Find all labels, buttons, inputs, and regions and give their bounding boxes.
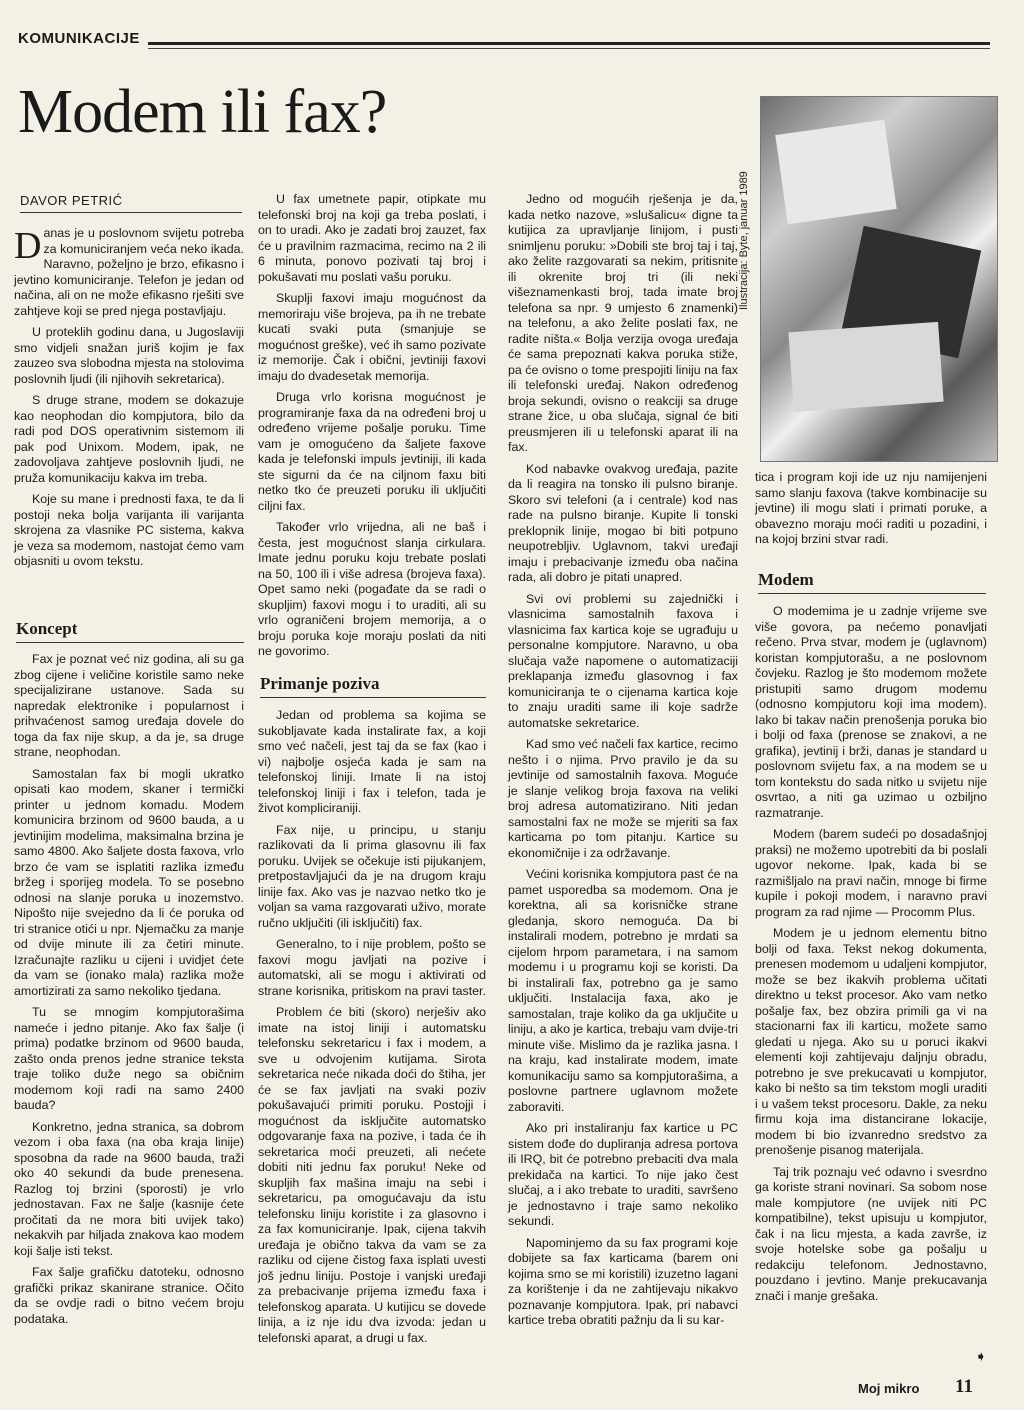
page-number: 11 [955,1376,973,1397]
column-4 [755,604,987,1310]
paragraph: Modem (barem sudeći po dosadašnjoj praksi) ne možemo upotrebiti da bi poslali ugovor nekome. Ipak, kada bi se razmišljalo na pravi način, mnoge bi firme kupile i pokoji modem, i naravno pravi program za rad njime — Procomm Plus. [755,827,987,919]
section-rule-thin [148,48,990,49]
drop-cap: D [14,225,42,267]
paragraph: Fax nije, u principu, u stanju razlikovati da li prima glasovnu ili fax poruku. Uvijek se očekuje isti pijukanjem, pretpostavljajući da je na drugom kraju linije fax. Ako vas je nazvao netko tko je voljan sa vama razgovarati uživo, morate ručno uključiti (ili isključiti) fax. [258,822,486,930]
column-2 [258,192,486,666]
column-2-lower [258,708,486,1352]
paragraph: Fax je poznat već niz godina, ali su ga zbog cijene i veličine koristile samo neke specijalizirane ustanove. Sada su napredak elektronike i popularnost i prihvaćenost samog uređaja dovele do toga da fax nije skup, a da je, sa druge strane, neophodan. [14,652,244,759]
paragraph: Fax šalje grafičku datoteku, odnosno grafički prikaz skanirane stranice. Očito da se ovdje radi o bitno većem broju podataka. [14,1265,244,1326]
paragraph: U proteklih godinu dana, u Jugoslaviji smo vidjeli snažan juriš kojim je fax zauzeo sva slobodna mjesta na stolovima poslovnih ljudi (ili njihovih sekretarica). [14,325,244,386]
paragraph: U fax umetnete papir, otipkate mu telefonski broj na koji ga treba poslati, i on to uradi. Ako je zadati broj zauzet, fax će u pravilnim razmacima, recimo na 2 ili 6 minuta, ponovo pozivati taj broj i pokušavati mu poslati vašu poruku. [258,192,486,284]
paragraph: Većini korisnika kompjutora past će na pamet usporedba sa modemom. Ona je korektna, ali sa korisničke strane gledanja, skoro nemoguća. Da bi instalirali modem, potrebno je mrdati sa cijelom hrpom parametara, i na samom modemu i u programu koji se koristi. Da bi instalirali fax, potrebno ga je samo uključiti. Instalacija faxa, ako je samostalan, traje koliko da ga uključite u liniju, a ako je kartica, trebaju vam dvije-tri minute više. Mislimo da je razlika jasna. I na kraju, kad instalirate modem, imate komunikaciju samo sa kompjutorašima, a poslovne partnere uglavnom možete zaboraviti. [508,867,739,1114]
column-1-lower [14,652,244,1333]
paragraph: Jedan od problema sa kojima se sukobljavate kada instalirate fax, a koji smo već načeli, jest taj da se fax (kao i vi) najbolje osjeća kada je sam na telefonskoj liniji. Imate li na istoj telefonskoj liniji i fax i telefon, tada je život kompliciraniji. [258,708,486,815]
paragraph: Kad smo već načeli fax kartice, recimo nešto i o njima. Prvo pravilo je da su jevtinije od samostalnih faxova. Moguće je slanje velikog broja faxova na veliki broj adresa automatizirano. Niti jedan samostalni fax ne može se mjeriti sa fax karticama po tom pitanju. Kartice su ekonomičnije i za održavanje. [508,737,738,860]
paragraph: Skuplji faxovi imaju mogućnost da memoriraju više brojeva, pa ih ne trebate kucati svaki puta (smanjuje se mogućnost greške), već ih samo pozivate iz memorije. Čak i obični, jevtiniji faxovi imaju do dvadesetak memorija. [258,291,486,383]
paragraph: Konkretno, jedna stranica, sa dobrom vezom i oba faxa (na oba kraja linije) sposobna da rade na 9600 bauda, traži oko 40 sekundi da bude prenesena. Razlog toj brzini (sporosti) je vrlo jednostavan. Fax ne šalje (kasnije ćete pročitati da ne mora biti uvijek tako) nekakvih par hiljada znakova kao modem koji šalje isti tekst. [14,1119,244,1258]
paragraph: Napominjemo da su fax programi koje dobijete sa fax karticama (barem oni kojima smo se mi koristili) izuzetno lagani za korištenje i da ne zahtijevaju nikakvo poznavanje kompjutora. Ipak, pri nabavci kartice treba obratiti pažnju da li su kar- [508,1235,738,1327]
illustration-image [760,96,998,462]
intro-paragraph: Danas je u poslovnom svijetu potreba za komuniciranjem veća neko ikada. Naravno, poželjno je brzo, efikasno i jevtino komuniciranje. Telefon je jedan od načina, ali on ne može efikasno rješiti sve zahtjeve koji se pred njega postavljaju. [14,225,244,318]
paragraph: Modem je u jednom elementu bitno bolji od faxa. Tekst nekog dokumenta, prenesen modemom u udaljeni kompjutor, može se bez ikakvih problema učitati direktno u tekst procesor. Ako vam netko pošalje fax, bez obzira primili ga vi na stacionarni fax ili karticu, možete samo gledati u njega. Ako su u poruci ikakvi elementi koji zahtijevaju daljnju obradu, potrebno je sve prekucavati u kompjutor, kako bi nešto sa tim tekstom mogli uraditi i u vašem tekst procesoru. Dakle, za neku firmu koja ima distancirane lokacije, modem bi bio izvanredno sredstvo za prenošenje pisanog materijala. [755,926,987,1157]
paragraph: Generalno, to i nije problem, pošto se faxovi mogu javljati na pozive i automatski, ali se mogu i aktivirati od strane korisnika, pritiskom na pravi taster. [258,937,486,998]
column-3 [508,192,738,1335]
continue-arrow-icon: ➧ [975,1348,987,1364]
paragraph: S druge strane, modem se dokazuje kao neophodan dio kompjutora, bilo da radi pod DOS operativnim sistemom ili pak pod Unixom. Modem, ipak, ne zadovoljava zahtjeve poslovnih ljudi, ne pruža komunikaciju kakva im treba. [14,393,244,485]
article-title: Modem ili fax? [18,78,387,146]
paragraph: Koje su mane i prednosti faxa, te da li postoji neka bolja varijanta ili varijanta skrojena za vlasnike PC sistema, kakva je veza sa modemom, nastojat ćemo vam objasniti u ovom tekstu. [14,492,244,568]
paragraph: O modemima je u zadnje vrijeme sve više govora, pa nećemo ponavljati rečeno. Prva stvar, modem je (uglavnom) koristan kompjutorašu, a ne poslovnom čovjeku. Razlog je što modemom možete pristupiti samo drugom modemu (odnosno kompjutoru koji ima modem). Iako bi takav način prenošenja poruka bio i bolji od faxa (prenose se znakovi, a ne grafika), jevtinij i brži, danas je standard u poslovnom svijetu fax, a na modem se u tom kontekstu do sada nitko u svijetu nije osvrtao, a niti ga uzimao u ozbiljno razmatranje. [755,604,987,820]
magazine-name: Moj mikro [858,1381,920,1396]
illustration-credit: Ilustracija: Byte, januar 1989 [738,171,750,310]
column-4-top [755,470,987,554]
paragraph: Svi ovi problemi su zajednički i vlasnicima samostalnih faxova i vlasnicima fax kartica koje se ugrađuju u personalne kompjutore. Naravno, u oba slučaja važe napomene o automatizaciji preklapanja između glasovnog i fax komuniciranja te o cijenama kartica koje to znaju uraditi same ili koje sadrže automatske sekretarice. [508,591,738,730]
author-rule [20,212,242,213]
section-label: KOMUNIKACIJE [18,30,140,47]
paragraph: Taj trik poznaju već odavno i svesrdno ga koriste strani novinari. Sa sobom nose male kompjutore (ne uvijek niti PC kompatibilne), tekst upisuju u kompjutor, čak i na licu mjesta, a kada završe, iz svoje hotelske sobe ga pošalju u redakciju telefonom. Jednostavno, pouzdano i jevtino. Manje prekucavanja znači i manje grešaka. [755,1164,987,1303]
subhead-rule [16,642,244,643]
paragraph: Jedno od mogućih rješenja je da, kada netko nazove, »slušalicu« digne ta kutijica za upravljanje linijom, i pusti snimljenu poruku: »Dobili ste broj taj i taj, ako želite razgovarati sa nekim, pritisnite ili okrenite broj tri (ili neki višeznamenkasti broj, tada imate broj telefona sa npr. 9 umjesto 6 znamenki) na telefonu, a ako želite poslati fax, ne radite ništa.« Bolja verzija ovoga uređaja će sama prepoznati kakva poruka stiže, pa će ovisno o tome prespojiti liniju na fax ili telefonski uređaj. Nakon određenog broja sekundi, ovisno o reakciji sa druge strane žice, u oba slučaja, signal će biti preusmjeren ili u telefonski aparat ili na fax. [508,192,738,454]
paragraph: Ako pri instaliranju fax kartice u PC sistem dođe do dupliranja adresa portova ili IRQ, bit će potrebno prebaciti dva mala prekidača na kartici. To nije jako čest slučaj, a i ako trebate to uraditi, savršeno je jednostavno i traje samo nekoliko sekundi. [508,1121,738,1228]
paragraph: Kod nabavke ovakvog uređaja, pazite da li reagira na tonsko ili pulsno biranje. Skoro svi telefoni (a i centrale) kod nas rade na pulsno biranje. Kupite li tonski preklopnik linije, mogao bi biti potpuno neupotrebljiv. Uglavnom, takvi uređaji imaju i prebacivanje između oba načina rada, ali dobro je pitati unapred. [508,461,738,584]
author-byline: DAVOR PETRIĆ [20,193,123,208]
paragraph: Problem će biti (skoro) nerješiv ako imate na istoj liniji i automatsku telefonsku sekretaricu i fax i modem, a sve u odvojenim kutijama. Sirota sekretarica neće nikada doći do štiha, jer će se fax javljati na svaki poziv pokušavajući primiti poruku. Postojji i mogućnost da isključite automatsko odgovaranje faxa na pozive, i tada će ih sekretarica moći preuzeti, ali nećete dobiti niti jednu fax poruku! Neke od skupljih fax mašina imaju na sebi i sekretaricu, pa omogućavaju da istu telefonsku liniju koristite i za glasovno i za fax komuniciranje. Ipak, cijena takvih uređaja je obično takva da vam se za razliku od cijene čistog faxa isplati uvesti još jednu liniju. Postoje i vanjski uređaji za prebacivanje prijema između faxa i telefonskog aparata. U kutijicu se dovede linija, a iz nje idu dva izvoda: jedan u telefonski aparat, a drugi u fax. [258,1005,486,1345]
paragraph: Samostalan fax bi mogli ukratko opisati kao modem, skaner i termički printer u jednom komadu. Modem komunicira brzinom od 9600 bauda, a u jevtinijim modelima, maksimalna brzina je samo 4800. Ako šaljete dosta faxova, vrlo brzo će vam se isplatiti razlika između bržeg i sporijeg modela. To se posebno odnosi na slanje poruka u inozemstvo. Nipošto nije svejedno da li će poruka od tri stranice otići u npr. Njemačku za manje od dvije minute ili za četiri minute. Izračunajte razliku u cijeni i uvidjet ćete da vam se (ionako mala) razlika može amortizirati za samo nekoliko tjedana. [14,766,244,998]
paragraph: Također vrlo vrijedna, ali ne baš i česta, jest mogućnost slanja cirkulara. Imate jednu poruku koju trebate poslati na 50, 100 ili i više adresa (brojeva faxa). Opet samo neki (pogađate da se radi o skupljim) faxovi mogu i to uraditi, ali su vrlo ograničeni brojem memorija, a o broju poruka koje moraju poslati da niti ne govorimo. [258,520,486,658]
subhead-primanje-poziva: Primanje poziva [260,674,380,693]
subhead-rule [758,593,986,594]
paragraph: tica i program koji ide uz nju namijenjeni samo slanju faxova (takve kombinacije su jevtine) ili mogu slati i primati poruke, a obavezno moraju moći raditi u pozadini, i na kojoj brzini stvar radi. [755,470,987,546]
section-rule [148,42,990,45]
paragraph: Tu se mnogim kompjutorašima nameće i jedno pitanje. Ako fax šalje (i prima) podatke brzinom od 9600 bauda, zašto onda prenos jedne stranice teksta traje toliko duže nego sa običnim modemom koji radi na samo 2400 bauda? [14,1005,244,1112]
subhead-rule [260,697,486,698]
subhead-modem: Modem [758,570,814,589]
paragraph: Druga vrlo korisna mogućnost je programiranje faxa da na određeni broj u određeno vrijeme pošalje poruku. Time vam je omogućeno da šaljete faxove kada je telefonski impuls jevtiniji, ili kada ste sigurni da će na ciljnom faxu biti netko tko će preuzeti poruku ili uključiti ciljni fax. [258,390,486,513]
column-1 [14,226,244,576]
subhead-koncept: Koncept [16,619,78,638]
